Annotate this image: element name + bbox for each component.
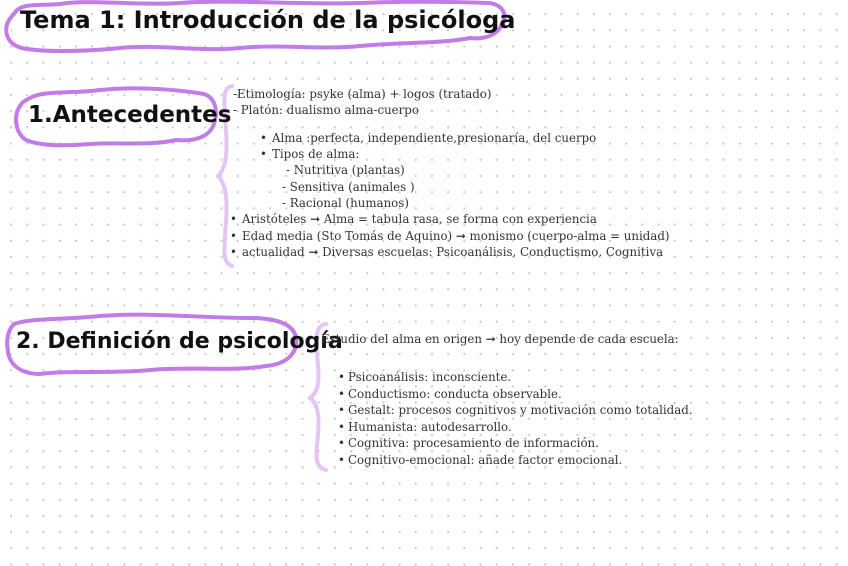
platon-line: - Platón: dualismo alma-cuerpo [233,103,419,117]
page-title: Tema 1: Introducción de la psicóloga [20,6,516,34]
tipos-alma-point: • Tipos de alma: [260,146,359,163]
school-item: • Conductismo: conducta observable. [338,386,562,401]
actualidad-point: • actualidad ➞ Diversas escuelas: Psicoanálisis, Conductismo, Cognitiva [230,244,663,261]
section2-heading: 2. Definición de psicología [16,329,343,354]
alma-type-sensitiva: - Sensitiva (animales ) [282,180,415,194]
etimologia-line: -Etimología: psyke (alma) + logos (tratado) [233,87,492,101]
schools-list [338,369,693,468]
school-item: • Cognitiva: procesamiento de información. [338,436,599,450]
definicion-intro: Estudio del alma en origen ➞ hoy depende de cada escuela: [321,332,679,346]
school-item: • Psicoanálisis: inconsciente. [338,370,512,384]
school-item: • Humanista: autodesarrollo. [338,419,512,434]
edad-media-point: • Edad media (Sto Tomás de Aquino) ➞ monismo (cuerpo-alma = unidad) [230,228,669,245]
section1-heading: 1.Antecedentes [28,102,232,128]
aristoteles-point: • Aristóteles ➞ Alma = tabula rasa, se forma con experiencia [230,211,597,228]
alma-type-racional: - Racional (humanos) [282,196,409,210]
alma-type-nutritiva: - Nutritiva (plantas) [286,163,405,177]
school-item: • Cognitivo-emocional: añade factor emocional. [338,452,623,467]
school-item: • Gestalt: procesos cognitivos y motivación como totalidad. [338,403,693,417]
alma-point: • Alma :perfecta, independiente,presionaría, del cuerpo [260,130,596,147]
